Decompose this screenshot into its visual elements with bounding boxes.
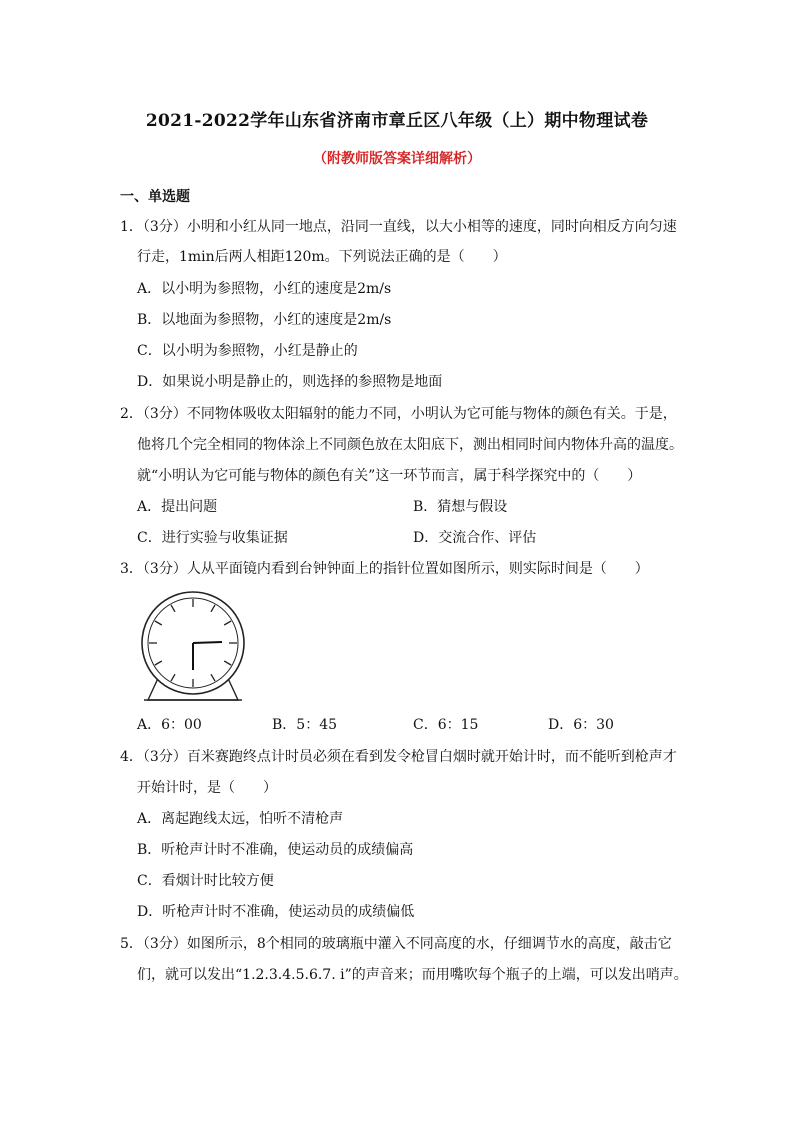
question-1-stem-line-1: 1．（3分）小明和小红从同一地点，沿同一直线，以大小相等的速度，同时向相反方向匀速: [120, 219, 677, 235]
question-2-stem-line-1: 2．（3分）不同物体吸收太阳辐射的能力不同，小明认为它可能与物体的颜色有关。于是，: [120, 406, 677, 422]
section-heading: 一、单选题: [120, 189, 190, 205]
exam-subtitle: （附教师版答案详细解析）: [313, 151, 481, 167]
question-3-stem-line-1: 3．（3分）人从平面镜内看到台钟钟面上的指针位置如图所示，则实际时间是（ ）: [120, 561, 649, 577]
question-4-option-b: B．听枪声计时不准确，使运动员的成绩偏高: [137, 842, 414, 858]
question-5-stem-line-1: 5．（3分）如图所示，8个相同的玻璃瓶中灌入不同高度的水，仔细调节水的高度，敲击它: [120, 936, 672, 952]
question-5-stem-line-2: 们，就可以发出“1.2.3.4.5.6.7. i”的声音来；而用嘴吹每个瓶子的上端，可以发出哨声。: [137, 967, 688, 983]
question-2-stem-line-3: 就“小明认为它可能与物体的颜色有关”这一环节而言，属于科学探究中的（ ）: [137, 468, 642, 484]
question-2-option-c: C．进行实验与收集证据: [137, 530, 288, 546]
question-1-option-b: B．以地面为参照物，小红的速度是2m/s: [137, 312, 392, 328]
question-4-stem-line-1: 4．（3分）百米赛跑终点计时员必须在看到发令枪冒白烟时就开始计时，而不能听到枪声才: [120, 749, 677, 765]
question-3-option-b: B．5：45: [272, 717, 338, 733]
question-3-option-d: D．6：30: [548, 717, 614, 733]
question-1-stem-line-2: 行走，1min后两人相距120m。下列说法正确的是（ ）: [137, 249, 507, 265]
question-2-option-a: A．提出问题: [137, 499, 218, 515]
question-2-option-b: B．猜想与假设: [413, 499, 508, 515]
exam-title: 2021-2022学年山东省济南市章丘区八年级（上）期中物理试卷: [145, 111, 649, 131]
question-1-option-a: A．以小明为参照物，小红的速度是2m/s: [137, 281, 392, 297]
question-4-option-c: C．看烟计时比较方便: [137, 873, 274, 889]
question-4-option-a: A．离起跑线太远，怕听不清枪声: [137, 811, 344, 827]
question-1-option-c: C．以小明为参照物，小红是静止的: [137, 343, 358, 359]
question-4-stem-line-2: 开始计时，是（ ）: [137, 780, 277, 796]
question-2-stem-line-2: 他将几个完全相同的物体涂上不同颜色放在太阳底下，测出相同时间内物体升高的温度。: [137, 437, 683, 453]
question-2-option-d: D．交流合作、评估: [413, 530, 537, 546]
question-1-option-d: D．如果说小明是静止的，则选择的参照物是地面: [137, 374, 443, 390]
question-4-option-d: D．听枪声计时不准确，使运动员的成绩偏低: [137, 904, 415, 920]
clock-hand-right: [193, 642, 222, 643]
mirror-clock-figure: [138, 586, 248, 710]
question-3-option-c: C．6：15: [413, 717, 479, 733]
question-3-option-a: A．6：00: [137, 717, 202, 733]
